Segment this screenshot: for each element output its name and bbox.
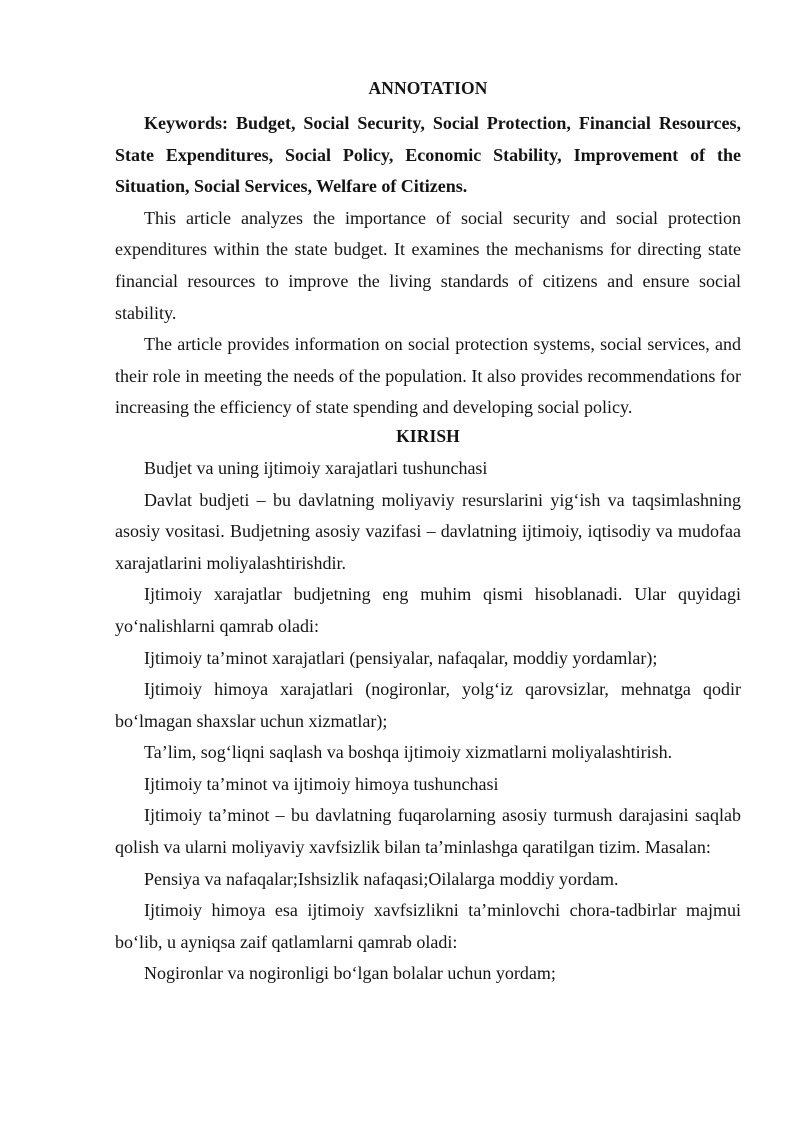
list-item: Nogironlar va nogironligi bo‘lgan bolalar uchun yordam; bbox=[144, 963, 556, 984]
list-item: Ijtimoiy ta’minot xarajatlari (pensiyalar, nafaqalar, moddiy yordamlar); bbox=[144, 647, 658, 668]
body-paragraph: Davlat budjeti – bu davlatning moliyaviy resurslarini yig‘ish va taqsimlashning asosiy vositasi. Budjetning asosiy vazifasi – davlatning ijtimoiy, iqtisodiy va mudofaa xarajatlarini moliyalashtirishdir. bbox=[115, 489, 741, 573]
keywords-paragraph: Keywords: Budget, Social Security, Social Protection, Financial Resources, State Expenditures, Social Policy, Economic Stability, Improvement of the Situation, Social Services, Welfare of Citizens. bbox=[115, 113, 741, 197]
section-subtitle-budget: Budjet va uning ijtimoiy xarajatlari tushunchasi bbox=[144, 457, 488, 478]
annotation-paragraph-1: This article analyzes the importance of social security and social protection expenditures within the state budget. It examines the mechanisms for directing state financial resources to improve the living standards of citizens and ensure social stability. bbox=[115, 207, 741, 323]
body-paragraph: Ijtimoiy ta’minot – bu davlatning fuqarolarning asosiy turmush darajasini saqlab qolish va ularni moliyaviy xavfsizlik bilan ta’minlashga qaratilgan tizim. Masalan: bbox=[115, 805, 741, 858]
body-paragraph: Ijtimoiy xarajatlar budjetning eng muhim qismi hisoblanadi. Ular quyidagi yo‘nalishlarni qamrab oladi: bbox=[115, 584, 741, 636]
section-subtitle-social: Ijtimoiy ta’minot va ijtimoiy himoya tushunchasi bbox=[144, 773, 499, 794]
body-paragraph: Ijtimoiy himoya esa ijtimoiy xavfsizlikni ta’minlovchi chora-tadbirlar majmui bo‘lib, u ayniqsa zaif qatlamlarni qamrab oladi: bbox=[115, 900, 741, 952]
kirish-heading: KIRISH bbox=[396, 425, 460, 446]
list-item: Ijtimoiy himoya xarajatlari (nogironlar, yolg‘iz qarovsizlar, mehnatga qodir bo‘lmagan shaxslar uchun xizmatlar); bbox=[115, 679, 741, 731]
annotation-paragraph-2: The article provides information on social protection systems, social services, and their role in meeting the needs of the population. It also provides recommendations for increasing the efficiency of state spending and developing social policy. bbox=[115, 334, 741, 418]
list-item: Ta’lim, sog‘liqni saqlash va boshqa ijtimoiy xizmatlarni moliyalashtirish. bbox=[144, 742, 673, 763]
annotation-heading: ANNOTATION bbox=[368, 78, 488, 98]
list-item: Pensiya va nafaqalar;Ishsizlik nafaqasi;Oilalarga moddiy yordam. bbox=[144, 868, 619, 889]
